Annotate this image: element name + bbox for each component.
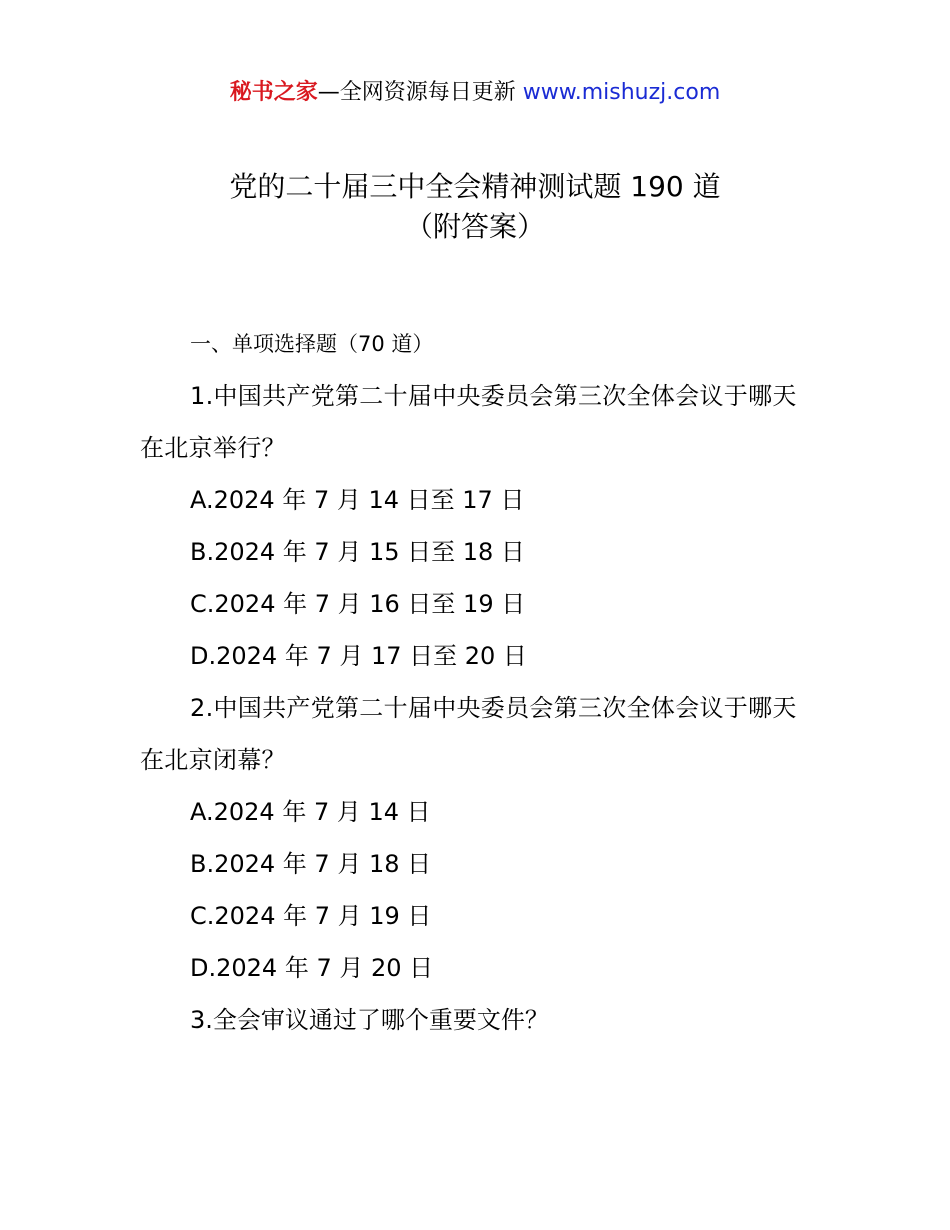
brand-name: 秘书之家 [229,80,318,105]
document-title [0,167,950,247]
question-2: 2.中国共产党第二十届中央委员会第三次全体会议于哪天在北京闭幕？ [140,694,797,774]
question-1: 1.中国共产党第二十届中央委员会第三次全体会议于哪天在北京举行？ [140,382,797,462]
site-url-link[interactable]: www.mishuzj.com [522,80,721,105]
question-2-option-c: C.2024 年 7 月 19 日 [190,902,432,930]
question-2-option-b: B.2024 年 7 月 18 日 [190,850,432,878]
question-2-option-d: D.2024 年 7 月 20 日 [190,954,434,982]
section-heading: 一、单项选择题（70 道） [190,332,434,356]
document-body [140,318,815,1046]
question-3: 3.全会审议通过了哪个重要文件？ [190,1006,549,1034]
title-line-1: 党的二十届三中全会精神测试题 190 道 [229,170,721,203]
header-tagline: —全网资源每日更新 [317,80,523,105]
question-1-option-a: A.2024 年 7 月 14 日至 17 日 [190,486,525,514]
question-1-option-d: D.2024 年 7 月 17 日至 20 日 [190,642,527,670]
question-1-option-b: B.2024 年 7 月 15 日至 18 日 [190,538,525,566]
question-1-option-c: C.2024 年 7 月 16 日至 19 日 [190,590,526,618]
question-2-option-a: A.2024 年 7 月 14 日 [190,798,431,826]
title-line-2: （附答案） [404,210,545,243]
site-header [0,78,950,108]
